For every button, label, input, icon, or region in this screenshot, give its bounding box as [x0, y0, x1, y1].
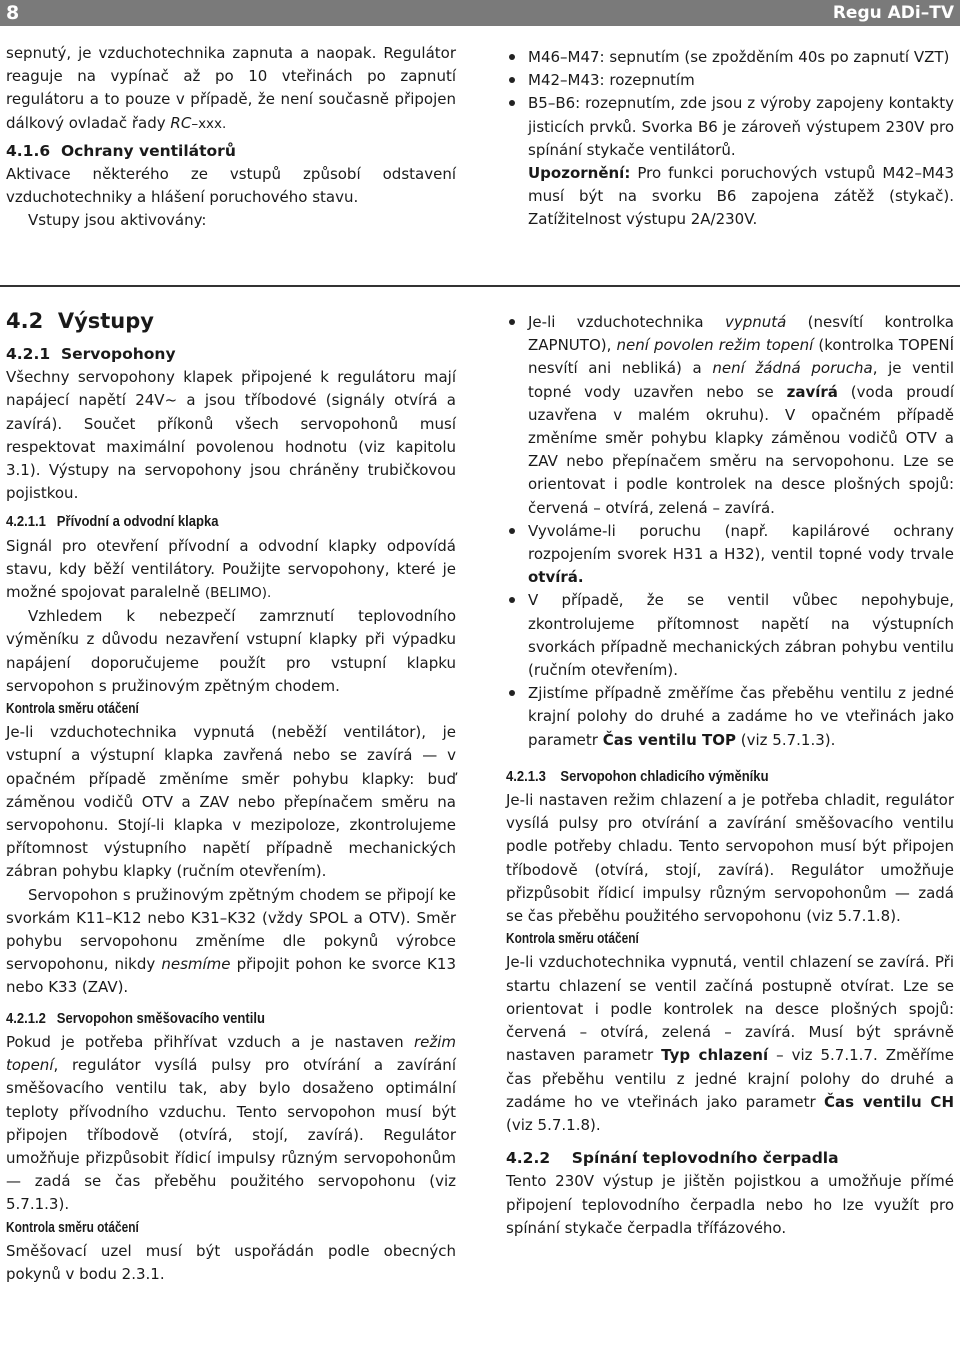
text: –xxx.: [191, 115, 227, 132]
bullet-list: [506, 46, 954, 162]
page-header: [0, 0, 960, 26]
paragraph: Tento 230V výstup je jištěn pojistkou a umožňuje přímé připojení teplovodního čerpadla nebo ho lze využít pro spínání stykače čerpadla třífázového.: [506, 1172, 954, 1237]
list-item: [506, 520, 954, 590]
heading-title: Servopohon chladicího výměníku: [560, 768, 769, 785]
heading-title: Ochrany ventilátorů: [60, 141, 236, 160]
text: (BELIMO).: [204, 585, 272, 602]
subsection-heading: [6, 511, 411, 534]
text: (viz 5.7.1.8).: [506, 1115, 601, 1134]
left-column: [6, 307, 456, 1286]
heading-title: Přívodní a odvodní klapka: [56, 514, 219, 531]
heading-title: Servopohony: [60, 345, 176, 363]
text: – viz 5.7.1.7. Změříme čas přeběhu ventilu z jedné krajní polohy do druhé a zadáme ho ve vteřinách jako parametr: [506, 1046, 955, 1111]
paragraph: [6, 535, 456, 606]
chapter-heading: [6, 307, 456, 335]
heading-number: 4.2.1: [6, 345, 51, 363]
run-in-heading: Kontrola směru otáčení: [506, 931, 639, 948]
paragraph: Je-li vzduchotechnika vypnutá (neběží ventilátor), je vstupní a výstupní klapka zavřená nebo se zavírá — v opačném případě změníme směr pohybu klapky: buď záměnou vodičů OTV a ZAV nebo přepínačem směru na servopohonu. Stojí-li klapka v mezipoloze, zkontrolujeme přítomnost výstupního napětí případně mechanických zábran pohybu klapky (ručním otevřením).: [6, 723, 456, 881]
parameter-name: Typ chlazení: [661, 1046, 769, 1065]
paragraph: Vzhledem k nebezpečí zamrznutí teplovodního výměníku z důvodu nezavření vstupní klapky při výpadku napájení doporučujeme použít pro vstupní klapku servopohon s pružinovým zpětným chodem.: [6, 607, 456, 695]
paragraph: Vstupy jsou aktivovány:: [28, 211, 207, 230]
subsection-heading: [506, 766, 909, 789]
text-italic: RC: [170, 113, 192, 132]
heading-title: Servopohon směšovacího ventilu: [56, 1010, 265, 1027]
text: sepnutý, je vzduchotechnika zapnuta a naopak. Regulátor reaguje na vypínač až po 10 vteřinách po zapnutí regulátoru a to pouze v případě, že není současně připojen dálkový ovladač řady: [6, 44, 456, 132]
heading-number: 4.2.1.3: [506, 768, 546, 785]
run-in-heading: Kontrola směru otáčení: [6, 701, 139, 718]
text-italic: nesmíme: [161, 955, 231, 974]
text-italic: není povolen režim topení: [616, 336, 814, 355]
page-number: 8: [6, 2, 20, 24]
paragraph: Je-li nastaven režim chlazení a je potřeba chladit, regulátor vysílá pulsy pro otvírání a zavírání směšovacího ventilu podle potřeby chladu. Tento servopohon musí být připojen tříbodově (otvírá, stojí, zavírá). Regulátor umožňuje přizpůsobit řídicí impulsy různým servopohonům — zadá se čas přeběhu použitého servopohonu (viz 5.7.1.8).: [506, 791, 954, 926]
list-item: [506, 311, 954, 520]
heading-title: Výstupy: [57, 309, 154, 333]
list-item: B5–B6: rozepnutím, zde jsou z výroby zapojeny kontakty jisticích prvků. Svorka B6 je zároveň výstupem 230V pro spínání stykače ventilátorů.: [506, 92, 954, 162]
text-bold: zavírá: [786, 382, 838, 401]
text-italic: vypnutá: [724, 313, 787, 331]
heading-number: 4.1.6: [6, 141, 51, 160]
text: Servopohon s pružinovým zpětným chodem se připojí ke svorkám K11–K12 nebo K31–K32 (vždy SPOL a OTV). Směr pohybu servopohonu změníme dle pokynů výrobce servopohonu, nikdy: [6, 885, 456, 974]
paragraph: [6, 1031, 456, 1217]
top-left-column: [6, 42, 456, 233]
text: (viz 5.7.1.3).: [735, 730, 836, 749]
heading-number: 4.2.1.2: [6, 1010, 46, 1027]
text: Pro funkci poruchových vstupů M42–M43 musí být na svorku B6 zapojena zátěž (stykač). Zatížitelnost výstupu 2A/230V.: [528, 164, 954, 229]
section-heading: [506, 1147, 954, 1170]
parameter-name: Čas ventilu CH: [823, 1092, 954, 1111]
list-item: M42–M43: rozepnutím: [506, 69, 954, 92]
paragraph: [6, 884, 456, 1000]
heading-number: 4.2: [6, 309, 44, 333]
paragraph: Aktivace některého ze vstupů způsobí odstavení vzduchotechniky a hlášení poruchového stavu.: [6, 165, 456, 207]
text: připojit pohon ke svorce K13 nebo K33 (ZAV).: [6, 955, 456, 997]
section-heading: [6, 343, 456, 366]
paragraph: [506, 951, 954, 1137]
right-column: [506, 311, 954, 1240]
text: Je-li vzduchotechnika: [528, 313, 725, 331]
paragraph: [6, 42, 456, 136]
list-item: M46–M47: sepnutím (se zpožděním 40s po zapnutí VZT): [506, 46, 954, 69]
text: , je ventil topné vody uzavřen nebo se: [528, 359, 954, 401]
text-italic: není žádná porucha: [712, 359, 873, 378]
text: (voda proudí uzavřena v malém okruhu). V opačném případě změníme směr pohybu klapky záměnou vodičů OTV a ZAV nebo přepínačem směru na servopohonu. Lze se orientovat i podle kontrolek na desce plošných spojů: červená – otvírá, zelená – zavírá.: [528, 382, 955, 517]
text-bold: otvírá.: [528, 568, 584, 587]
parameter-name: Čas ventilu TOP: [602, 730, 736, 749]
text: Signál pro otevření přívodní a odvodní klapky odpovídá stavu, kdy běží ventilátory. Použijte servopohony, které je možné spojovat paralelně: [6, 536, 456, 602]
subsection-heading: [6, 1008, 411, 1031]
run-in-heading: Kontrola směru otáčení: [6, 1219, 139, 1236]
text: Vyvoláme-li poruchu (např. kapilárové ochrany rozpojením svorek H31 a H32), ventil topné vody trvale: [528, 521, 954, 564]
text-italic: režim topení: [6, 1032, 456, 1075]
divider: [0, 285, 960, 287]
top-right-column: [506, 46, 954, 232]
heading-title: Spínání teplovodního čerpadla: [571, 1149, 839, 1168]
warning-paragraph: [506, 162, 954, 232]
list-item: V případě, že se ventil vůbec nepohybuje, zkontrolujeme přítomnost napětí na výstupních svorkách případně mechanických zábran pohybu ventilu (ručním otevřením).: [506, 589, 954, 682]
running-title: Regu ADi–TV: [832, 3, 954, 23]
section-heading: [6, 140, 456, 163]
text: , regulátor vysílá pulsy pro otvírání a zavírání směšovacího ventilu tak, aby bylo dosaženo optimální teploty přívodního vzduchu. Tento servopohon musí být připojen tříbodově (otvírá, stojí, zavírá). Regulátor umožňuje přizpůsobit řídicí impulsy různým servopohonům — zadá se čas přeběhu použitého servopohonu (viz 5.7.1.3).: [6, 1056, 456, 1214]
text: (kontrolka TOPENÍ nesvítí ani nebliká) a: [528, 336, 955, 378]
paragraph: Všechny servopohony klapek připojené k regulátoru mají napájecí napětí 24V~ a jsou tříbodové (signály otvírá a zavírá). Součet příkonů všech servopohonů musí respektovat maximální povolenou hodnotu (viz kapitolu 3.1). Výstupy na servopohony jsou chráněny trubičkovou pojistkou.: [6, 368, 456, 503]
text: Je-li vzduchotechnika vypnutá, ventil chlazení se zavírá. Při startu chlazení se ventil začíná postupně otvírat. Lze se orientovat i podle kontrolek na desce plošných spojů: červená – otvírá, zelená – zavírá. Musí být správně nastaven parametr: [506, 953, 954, 1065]
text: (nesvítí kontrolka ZAPNUTO),: [528, 313, 954, 355]
list-item: [506, 682, 954, 752]
paragraph: Směšovací uzel musí být uspořádán podle obecných pokynů v bodu 2.3.1.: [6, 1241, 456, 1283]
text: Zjistíme případně změříme čas přeběhu ventilu z jedné krajní polohy do druhé a zadáme ho ve vteřinách jako parametr: [528, 684, 954, 749]
heading-number: 4.2.1.1: [6, 514, 46, 531]
bullet-list: [506, 311, 954, 752]
warning-label: Upozornění:: [528, 164, 631, 183]
text: Pokud je potřeba přihřívat vzduch a je nastaven: [6, 1032, 414, 1051]
heading-number: 4.2.2: [506, 1149, 551, 1168]
